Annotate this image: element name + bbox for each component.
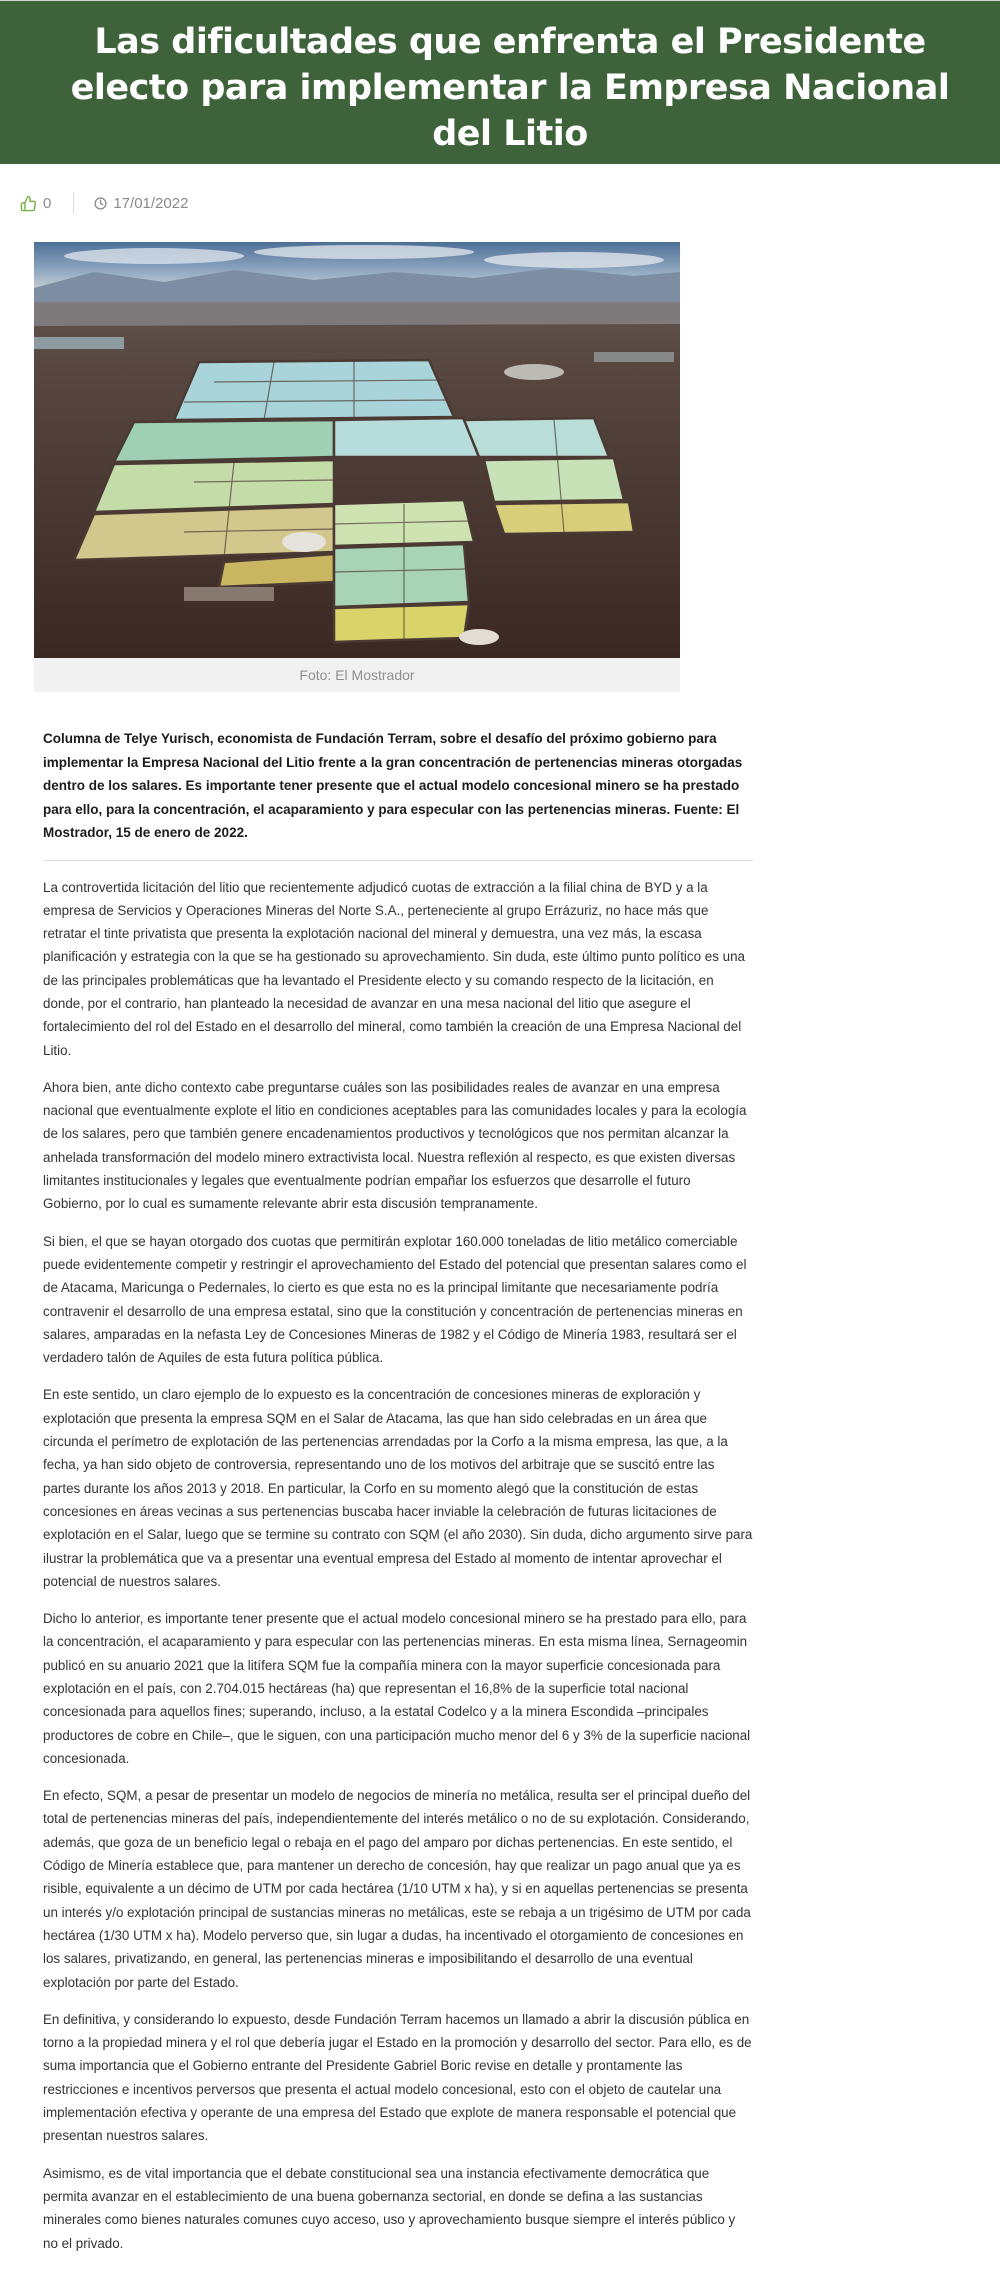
article-paragraph: Dicho lo anterior, es importante tener presente que el actual modelo concesional minero se ha prestado para ello, para la concentración, el acaparamiento y para especular con las pertenencias mineras. En esta misma línea, Sernageomin publicó en su anuario 2021 que la litífera SQM fue la compañía minera con la mayor superficie concesionada para explotación en el país, con 2.704.015 hectáreas (ha) que representan el 16,8% de la superficie total nacional concesionada para aquellos fines; superando, incluso, a la estatal Codelco y a la minera Escondida –principales productores de cobre en Chile–, que le siguen, con una participación mucho menor del 6 y 3% de la superficie nacional concesionada. [43, 1611, 751, 1766]
clock-icon [94, 197, 107, 210]
article-paragraph: En efecto, SQM, a pesar de presentar un modelo de negocios de minería no metálica, resulta ser el principal dueño del total de pertenencias mineras del país, independientemente del interés metálico o no de su explotación. Considerando, además, que goza de un beneficio legal o rebaja en el pago del amparo por dichas pertenencias. En este sentido, el Código de Minería establece que, para mantener un derecho de concesión, hay que realizar un pago anual que ya es risible, equivalente a un décimo de UTM por cada hectárea (1/10 UTM x ha), y si en aquellas pertenencias se presenta un interés y/o explotación principal de sustancias mineras no metálicas, este se rebaja a un trigésimo de UTM por cada hectárea (1/30 UTM x ha). Modelo perverso que, sin lugar a dudas, ha incentivado el otorgamiento de concesiones en los salares, privatizando, en general, las pertenencias mineras e imposibilitando el desarrollo de una eventual explotación por parte del Estado. [43, 1788, 751, 1990]
article-paragraph: En definitiva, y considerando lo expuesto, desde Fundación Terram hacemos un llamado a abrir la discusión pública en torno a la propiedad minera y el rol que debería jugar el Estado en la promoción y desarrollo del sector. Para ello, es de suma importancia que el Gobierno entrante del Presidente Gabriel Boric revise en detalle y prontamente las restricciones e incentivos perversos que presenta el actual modelo concesional, esto con el objeto de cautelar una implementación efectiva y operante de una empresa del Estado que explote de manera responsable el potencial que presentan nuestros salares. [43, 2011, 752, 2144]
salt-flat-aerial-photo [34, 242, 680, 658]
page-header [0, 0, 1000, 164]
article-figure [34, 242, 680, 692]
post-meta [20, 192, 188, 214]
meta-divider [73, 192, 74, 214]
article-paragraph: Si bien, el que se hayan otorgado dos cuotas que permitirán explotar 160.000 toneladas de litio metálico comerciable puede evidentemente competir y restringir el aprovechamiento del Estado del potencial que presentan salares como el de Atacama, Maricunga o Pedernales, lo cierto es que esta no es la principal limitante que necesariamente podría contravenir el desarrollo de una empresa estatal, sino que la constitución y concentración de pertenencias mineras en salares, amparadas en la nefasta Ley de Concesiones Mineras de 1982 y el Código de Minería 1983, resultará ser el verdadero talón de Aquiles de esta futura política pública. [43, 1233, 747, 1366]
article-lead: Columna de Telye Yurisch, economista de Fundación Terram, sobre el desafío del próximo gobierno para implementar la Empresa Nacional del Litio frente a la gran concentración de pertenencias mineras otorgadas dentro de los salares. Es importante tener presente que el actual modelo concesional minero se ha prestado para ello, para la concentración, el acaparamiento y para especular con las pertenencias mineras. Fuente: El Mostrador, 15 de enero de 2022. [43, 731, 743, 840]
article-paragraph: La controvertida licitación del litio que recientemente adjudicó cuotas de extracción a la filial china de BYD y a la empresa de Servicios y Operaciones Mineras del Norte S.A., perteneciente al grupo Errázuriz, no hace más que retratar el tinte privatista que presenta la explotación nacional del mineral y demuestra, una vez más, la escasa planificación y estrategia con la que se ha gestionado su aprovechamiento. Sin duda, este último punto político es una de las principales problemáticas que ha levantado el Presidente electo y su comando respecto de la licitación, en donde, por el contrario, han planteado la necesidad de avanzar en una mesa nacional del litio que asegure el fortalecimiento del rol del Estado en el desarrollo del mineral, como también la creación de una Empresa Nacional del Litio. [43, 879, 745, 1058]
like-button[interactable] [20, 195, 51, 212]
article-paragraph: Asimismo, es de vital importancia que el debate constitucional sea una instancia efectivamente democrática que permita avanzar en el establecimiento de una buena gobernanza sectorial, en donde se defina a las sustancias minerales como bienes naturales comunes cuyo acceso, uso y aprovechamiento busque siempre el interés público y no el privado. [43, 2165, 736, 2251]
like-count: 0 [43, 194, 52, 212]
article-body [43, 727, 753, 2269]
thumbs-up-icon [20, 195, 37, 212]
article-paragraph: Ahora bien, ante dicho contexto cabe preguntarse cuáles son las posibilidades reales de avanzar en una empresa nacional que eventualmente explote el litio en condiciones aceptables para las comunidades locales y para la ecología de los salares, pero que también genere encadenamientos productivos y tecnológicos que nos permitan alcanzar la anhelada transformación del modelo minero extractivista local. Nuestra reflexión al respecto, es que existen diversas limitantes institucionales y legales que eventualmente podrían empañar los esfuerzos que desarrolle el futuro Gobierno, por lo cual es sumamente relevante abrir esta discusión tempranamente. [43, 1079, 747, 1212]
page-title: Las dificultades que enfrenta el Presidente electo para implementar la Empresa Nacional del Litio [70, 22, 950, 154]
lead-divider [43, 860, 753, 861]
date-text: 17/01/2022 [113, 194, 189, 212]
photo-caption: Foto: El Mostrador [34, 658, 680, 692]
post-date [94, 195, 188, 212]
article-paragraph: En este sentido, un claro ejemplo de lo expuesto es la concentración de concesiones mineras de exploración y explotación que presenta la empresa SQM en el Salar de Atacama, las que han sido celebradas en un área que circunda el perímetro de explotación de las pertenencias arrendadas por la Corfo a la misma empresa, las que, a la fecha, ya han sido objeto de controversia, representando uno de los motivos del arbitraje que se suscitó entre las partes durante los años 2013 y 2018. En particular, la Corfo en su momento alegó que la constitución de estas concesiones en áreas vecinas a sus pertenencias buscaba hacer inviable la celebración de futuras licitaciones de explotación en el Salar, luego que se termine su contrato con SQM (el año 2030). Sin duda, dicho argumento sirve para ilustrar la problemática que va a presentar una eventual empresa del Estado al momento de intentar aprovechar el potencial de nuestros salares. [43, 1387, 753, 1589]
